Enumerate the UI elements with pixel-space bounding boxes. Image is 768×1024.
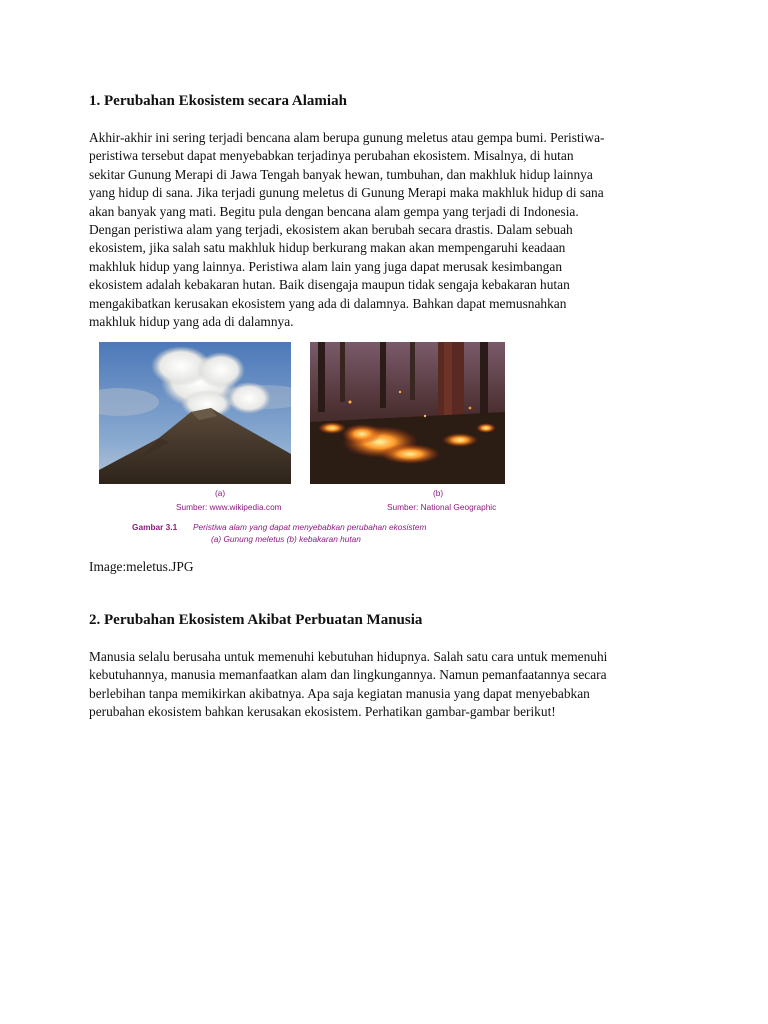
figure-source-b: Sumber: National Geographic: [387, 502, 497, 512]
section-1-paragraph: [89, 129, 679, 331]
paragraph-line: Akhir-akhir ini sering terjadi bencana alam berupa gunung meletus atau gempa bumi. Peristiwa-: [89, 130, 605, 145]
image-reference: Image:meletus.JPG: [89, 559, 194, 574]
section-1-heading: 1. Perubahan Ekosistem secara Alamiah: [89, 93, 347, 109]
section-2-paragraph: [89, 648, 689, 722]
figure-3-1: [97, 342, 517, 552]
volcano-eruption-photo: [99, 342, 291, 484]
figure-caption-title: Gambar 3.1: [132, 522, 178, 532]
paragraph-line: peristiwa tersebut dapat menyebabkan terjadinya perubahan ekosistem. Misalnya, di hutan: [89, 148, 574, 164]
figure-caption-line-2: (a) Gunung meletus (b) kebakaran hutan: [211, 534, 361, 544]
paragraph-line: ekosistem adalah kebakaran hutan. Baik disengaja maupun tidak sengaja kebakaran hutan: [89, 277, 570, 293]
forest-fire-photo: [310, 342, 505, 484]
section-2-heading: 2. Perubahan Ekosistem Akibat Perbuatan Manusia: [89, 612, 423, 628]
paragraph-line: perubahan ekosistem bahkan kerusakan ekosistem. Perhatikan gambar-gambar berikut!: [89, 704, 556, 720]
section-2: [89, 611, 689, 722]
paragraph-line: makhluk hidup yang lainnya. Peristiwa alam lain yang juga dapat merusak kesimbangan: [89, 258, 563, 274]
paragraph-line: Dengan peristiwa alam yang terjadi, ekosistem akan berubah secara drastis. Dalam sebuah: [89, 222, 573, 238]
figure-caption-line-1: Peristiwa alam yang dapat menyebabkan perubahan ekosistem: [193, 522, 427, 532]
paragraph-line: makhluk hidup yang ada di dalamnya.: [89, 314, 294, 330]
paragraph-line: ekosistem, jika salah satu makhluk hidup berkurang makan akan mempengaruhi keadaan: [89, 240, 566, 256]
paragraph-line: sekitar Gunung Merapi di Jawa Tengah banyak hewan, tumbuhan, dan makhluk hidup lainnya: [89, 166, 593, 182]
paragraph-line: akan banyak yang mati. Begitu pula dengan bencana alam gempa yang terjadi di Indonesia.: [89, 203, 579, 219]
paragraph-line: mengakibatkan kerusakan ekosistem yang ada di dalamnya. Bahkan dapat memusnahkan: [89, 295, 567, 311]
figure-source-a: Sumber: www.wikipedia.com: [176, 502, 282, 512]
paragraph-line: Manusia selalu berusaha untuk memenuhi kebutuhan hidupnya. Salah satu cara untuk memenuhi: [89, 649, 608, 664]
figure-label-b: (b): [433, 488, 444, 498]
paragraph-line: berlebihan tanpa memikirkan akibatnya. Apa saja kegiatan manusia yang dapat menyebabkan: [89, 685, 590, 701]
paragraph-line: kebutuhannya, manusia memanfaatkan alam dan lingkungannya. Namun pemanfaatannya secara: [89, 667, 607, 683]
section-1: [89, 92, 679, 331]
figure-label-a: (a): [215, 488, 226, 498]
paragraph-line: yang hidup di sana. Jika terjadi gunung meletus di Gunung Merapi maka makhluk hidup di sana: [89, 185, 604, 201]
